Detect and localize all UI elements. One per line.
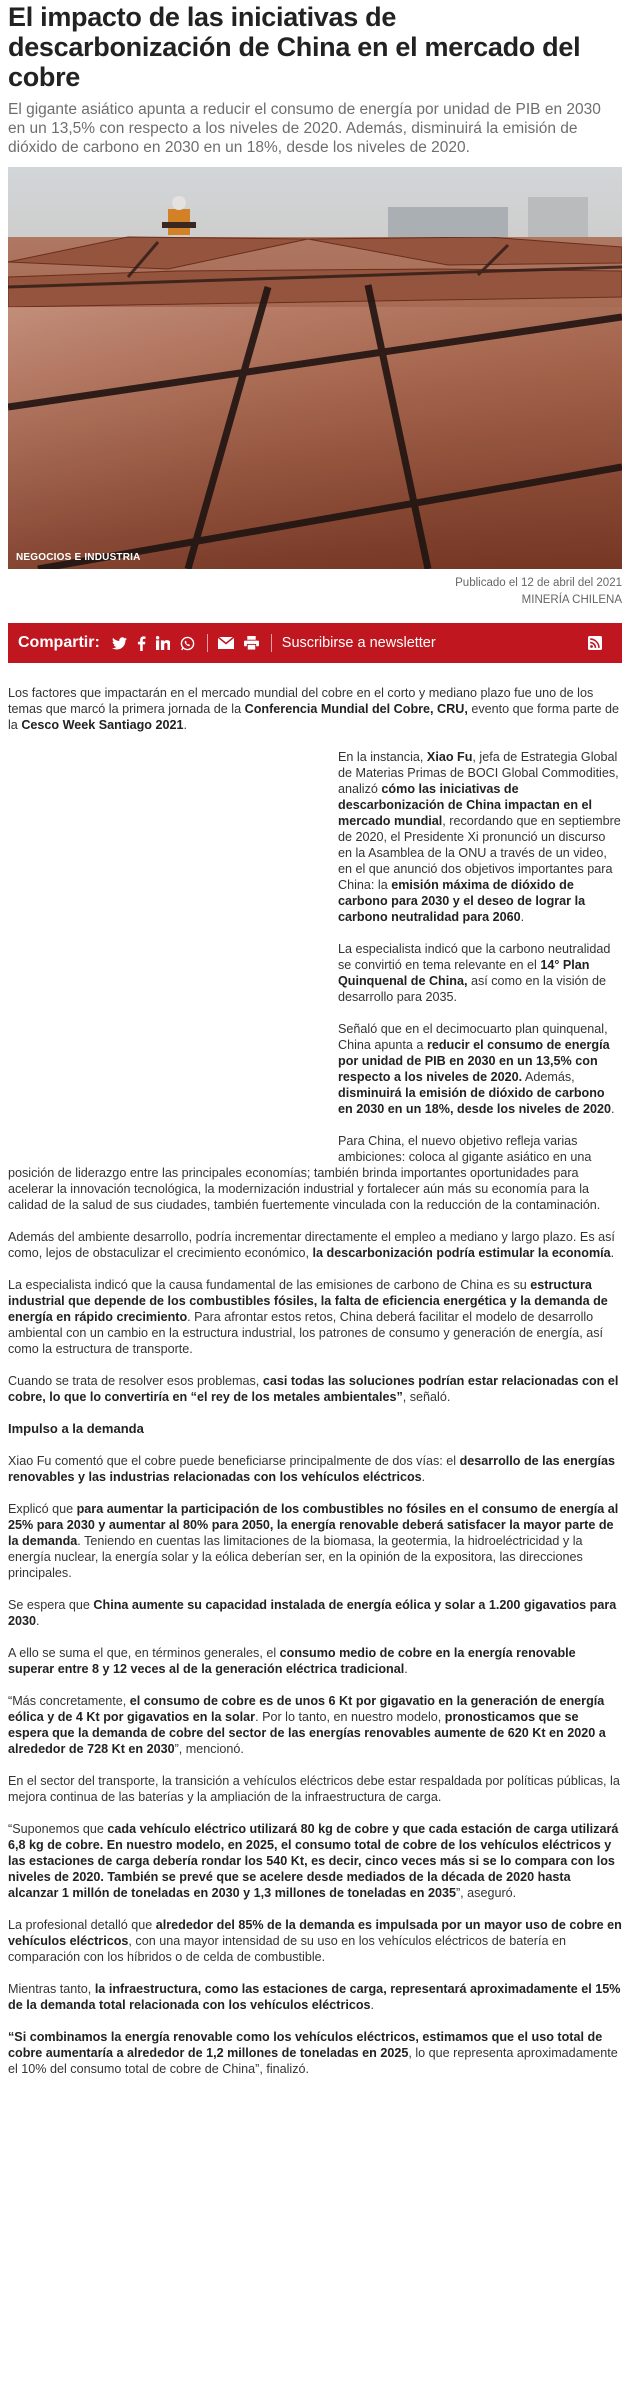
paragraph-15: “Suponemos que cada vehículo eléctrico utilizará 80 kg de cobre y que cada estación de carga utilizará 6,8 kg de cobre. En nuestro modelo, en 2025, el consumo total de cobre de los vehículos eléctricos y las estaciones de carga debería rondar los 540 Kt, es decir, cinco veces más si se lo compara con los niveles de 2020. También se prevé que se acelere desde mediados de la década de 2020 hasta alcanzar 1 millón de toneladas en 2030 y 1,3 millones de toneladas en 2035”, aseguró. bbox=[8, 1822, 619, 1900]
paragraph-17: Mientras tanto, la infraestructura, como las estaciones de carga, representará aproximadamente el 15% de la demanda total relacionada con los vehículos eléctricos. bbox=[8, 1982, 621, 2012]
paragraph-18: “Si combinamos la energía renovable como los vehículos eléctricos, estimamos que el uso total de cobre aumentaría a alrededor de 1,2 millones de toneladas en 2025, lo que representa aproximadamente el 10% del consumo total de cobre de China”, finalizó. bbox=[8, 2030, 618, 2076]
copper-cathodes-photo bbox=[8, 167, 622, 569]
article-page bbox=[0, 2, 630, 2077]
paragraph-13: “Más concretamente, el consumo de cobre es de unos 6 Kt por gigavatio en la generación de energía eólica y de 4 Kt por gigavatios en la solar. Por lo tanto, en nuestro modelo, pronosticamos que se espera que la demanda de cobre del sector de las energías renovables aumente de 620 Kt en 2020 a alrededor de 728 Kt en 2030”, mencionó. bbox=[8, 1694, 606, 1756]
paragraph-11: Se espera que China aumente su capacidad instalada de energía eólica y solar a 1.200 gigavatios para 2030. bbox=[8, 1598, 617, 1628]
paragraph-5-continued: posición de liderazgo entre las principales economías; también brinda importantes oportunidades para acelerar la innovación tecnológica, la modernización industrial y fortalecer aún más su economía para la calidad de la salud de sus ciudades, también fuertemente vinculada con la reducción de la contaminación. bbox=[8, 1166, 601, 1212]
paragraph-4: Señaló que en el decimocuarto plan quinquenal, China apunta a reducir el consumo de energía por unidad de PIB en 2030 en un 13,5% con respecto a los niveles de 2020. Además, disminuirá la emisión de dióxido de carbono en 2030 en un 18%, desde los niveles de 2020. bbox=[338, 1022, 615, 1116]
email-icon[interactable] bbox=[218, 637, 234, 649]
share-label: Compartir: bbox=[18, 634, 100, 651]
paragraph-16: La profesional detalló que alrededor del 85% de la demanda es impulsada por un mayor uso de cobre en vehículos eléctricos, con una mayor intensidad de su uso en los vehículos eléctricos de batería en comparación con los híbridos o de celda de combustible. bbox=[8, 1918, 622, 1964]
share-divider bbox=[207, 634, 208, 652]
paragraph-9: Xiao Fu comentó que el cobre puede beneficiarse principalmente de dos vías: el desarrollo de las energías renovables y las industrias relacionadas con los vehículos eléctricos. bbox=[8, 1454, 615, 1484]
rss-icon[interactable] bbox=[588, 636, 602, 650]
article-body bbox=[8, 685, 622, 2077]
print-icon[interactable] bbox=[244, 636, 259, 650]
paragraph-12: A ello se suma el que, en términos generales, el consumo medio de cobre en la energía renovable superar entre 8 y 12 veces al de la generación eléctrica tradicional. bbox=[8, 1646, 576, 1676]
paragraph-3: La especialista indicó que la carbono neutralidad se convirtió en tema relevante en el 14° Plan Quinquenal de China, así como en la visión de desarrollo para 2035. bbox=[338, 942, 611, 1004]
paragraph-14: En el sector del transporte, la transición a vehículos eléctricos debe estar respaldada por políticas públicas, la mejora continua de las baterías y la ampliación de la infraestructura de carga. bbox=[8, 1774, 620, 1804]
share-divider-2 bbox=[271, 634, 272, 652]
facebook-icon[interactable] bbox=[137, 636, 146, 651]
section-subtitle: Impulso a la demanda bbox=[8, 1421, 144, 1436]
twitter-icon[interactable] bbox=[112, 637, 127, 650]
article-title: El impacto de las iniciativas de descarbonización de China en el mercado del cobre bbox=[8, 2, 581, 92]
hero-image bbox=[8, 167, 622, 569]
share-bar bbox=[8, 623, 622, 663]
whatsapp-icon[interactable] bbox=[180, 636, 195, 651]
image-category-tag[interactable]: NEGOCIOS E INDUSTRIA bbox=[16, 552, 141, 563]
article-lead: El gigante asiático apunta a reducir el consumo de energía por unidad de PIB en 2030 en un 13,5% con respecto a los niveles de 2020. Además, disminuirá la emisión de dióxido de carbono en 2030 en un 18%, desde los niveles de 2020. bbox=[8, 101, 601, 156]
source-label: MINERÍA CHILENA bbox=[521, 594, 622, 606]
paragraph-6: Además del ambiente desarrollo, podría incrementar directamente el empleo a mediano y largo plazo. Es así como, lejos de obstaculizar el crecimiento económico, la descarbonización podría estimular la economía. bbox=[8, 1230, 615, 1260]
linkedin-icon[interactable] bbox=[156, 636, 170, 650]
paragraph-7: La especialista indicó que la causa fundamental de las emisiones de carbono de China es su estructura industrial que depende de los combustibles fósiles, la falta de eficiencia energética y la demanda de energía en rápido crecimiento. Para afrontar estos retos, China deberá facilitar el modelo de desarrollo ambiental con un cambio en la estructura industrial, los patrones de consumo y generación de energía, así como la estructura de transporte. bbox=[8, 1278, 608, 1356]
publication-info bbox=[8, 575, 622, 609]
paragraph-2: En la instancia, Xiao Fu, jefa de Estrategia Global de Materias Primas de BOCI Global Commodities, analizó cómo las iniciativas de descarbonización de China impactan en el mercado mundial, recordando que en septiembre de 2020, el Presidente Xi pronunció un discurso en la Asamblea de la ONU a través de un video, en el que anunció dos objetivos importantes para China: la emisión máxima de dióxido de carbono para 2030 y el deseo de lograr la carbono neutralidad para 2060. bbox=[338, 750, 621, 924]
paragraph-10: Explicó que para aumentar la participación de los combustibles no fósiles en el consumo de energía al 25% para 2030 y aumentar al 80% para 2050, la energía renovable deberá satisfacer la mayor parte de la demanda. Teniendo en cuentas las limitaciones de la biomasa, la geotermia, la hidroeléctricidad y la energía nuclear, la energía solar y la eólica deberían ser, en la opinión de la expositora, las direcciones principales. bbox=[8, 1502, 619, 1580]
published-date: Publicado el 12 de abril del 2021 bbox=[455, 577, 622, 589]
newsletter-link[interactable]: Suscribirse a newsletter bbox=[281, 635, 436, 651]
paragraph-1: Los factores que impactarán en el mercado mundial del cobre en el corto y mediano plazo fue uno de los temas que marcó la primera jornada de la Conferencia Mundial del Cobre, CRU, evento que forma parte de la Cesco Week Santiago 2021. bbox=[8, 686, 620, 732]
paragraph-5-start: Para China, el nuevo objetivo refleja varias ambiciones: coloca al gigante asiático en una bbox=[338, 1134, 592, 1164]
paragraph-8: Cuando se trata de resolver esos problemas, casi todas las soluciones podrían estar relacionadas con el cobre, lo que lo convertiría en “el rey de los metales ambientales”, señaló. bbox=[8, 1374, 619, 1404]
